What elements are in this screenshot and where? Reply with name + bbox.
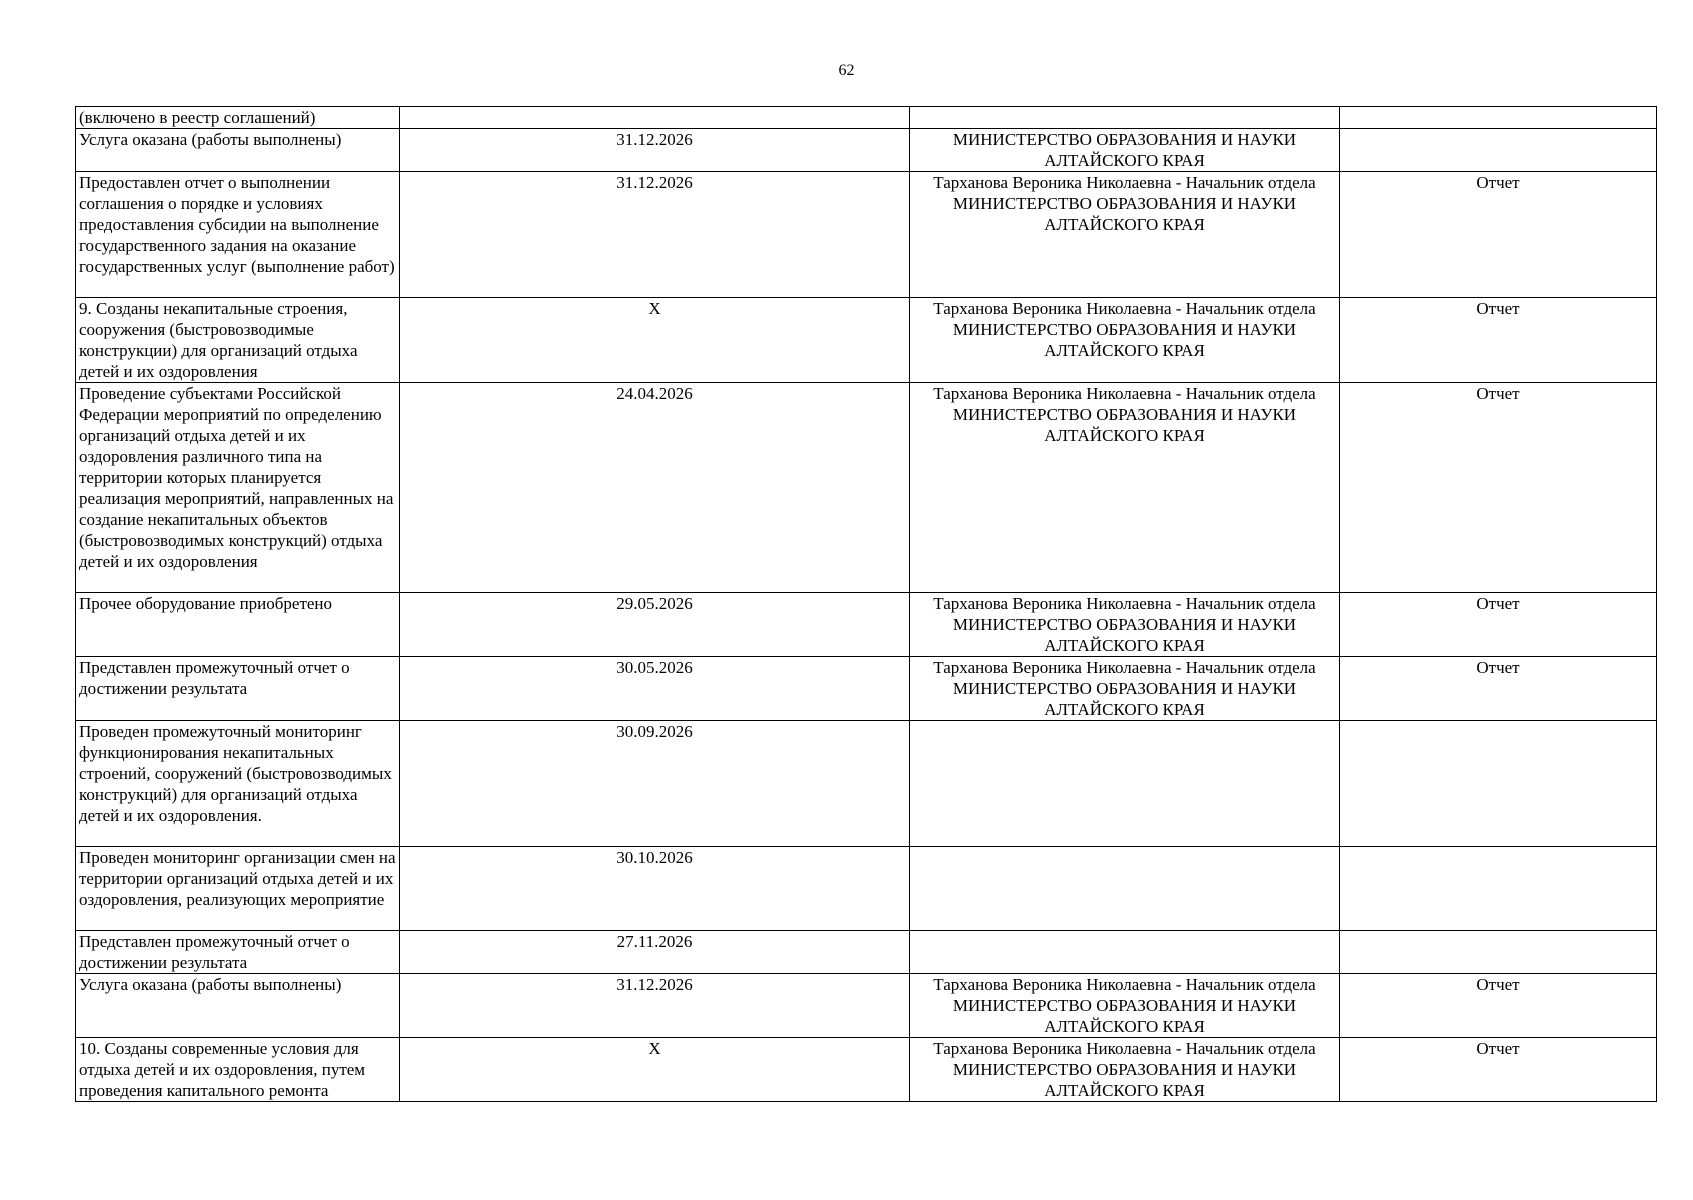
date-cell: 30.09.2026 [400, 721, 910, 847]
responsible-cell: Тарханова Вероника Николаевна - Начальник отдела МИНИСТЕРСТВО ОБРАЗОВАНИЯ И НАУКИ АЛТАЙСКОГО КРАЯ [910, 172, 1340, 298]
task-cell: Услуга оказана (работы выполнены) [76, 129, 400, 172]
document-cell: Отчет [1340, 657, 1657, 721]
document-cell: Отчет [1340, 298, 1657, 383]
control-points-table [75, 106, 1657, 1102]
task-cell: 10. Созданы современные условия для отдыха детей и их оздоровления, путем проведения капитального ремонта [76, 1038, 400, 1102]
table-row [76, 107, 1657, 129]
task-cell: (включено в реестр соглашений) [76, 107, 400, 129]
responsible-cell [910, 107, 1340, 129]
task-cell: Проведен мониторинг организации смен на территории организаций отдыха детей и их оздоровления, реализующих мероприятие [76, 847, 400, 931]
responsible-cell: Тарханова Вероника Николаевна - Начальник отдела МИНИСТЕРСТВО ОБРАЗОВАНИЯ И НАУКИ АЛТАЙСКОГО КРАЯ [910, 657, 1340, 721]
page-number: 62 [838, 62, 855, 79]
document-cell: Отчет [1340, 593, 1657, 657]
task-cell: Представлен промежуточный отчет о достижении результата [76, 931, 400, 974]
table-row [76, 593, 1657, 657]
document-cell [1340, 847, 1657, 931]
date-cell: 31.12.2026 [400, 974, 910, 1038]
task-cell: Предоставлен отчет о выполнении соглашения о порядке и условиях предоставления субсидии на выполнение государственного задания на оказание государственных услуг (выполнение работ) [76, 172, 400, 298]
responsible-cell: Тарханова Вероника Николаевна - Начальник отдела МИНИСТЕРСТВО ОБРАЗОВАНИЯ И НАУКИ АЛТАЙСКОГО КРАЯ [910, 593, 1340, 657]
task-cell: Услуга оказана (работы выполнены) [76, 974, 400, 1038]
responsible-cell: Тарханова Вероника Николаевна - Начальник отдела МИНИСТЕРСТВО ОБРАЗОВАНИЯ И НАУКИ АЛТАЙСКОГО КРАЯ [910, 298, 1340, 383]
date-cell [400, 107, 910, 129]
task-cell: Представлен промежуточный отчет о достижении результата [76, 657, 400, 721]
responsible-cell: МИНИСТЕРСТВО ОБРАЗОВАНИЯ И НАУКИ АЛТАЙСКОГО КРАЯ [910, 129, 1340, 172]
responsible-cell: Тарханова Вероника Николаевна - Начальник отдела МИНИСТЕРСТВО ОБРАЗОВАНИЯ И НАУКИ АЛТАЙСКОГО КРАЯ [910, 1038, 1340, 1102]
table-row [76, 172, 1657, 298]
document-cell [1340, 107, 1657, 129]
table-row [76, 931, 1657, 974]
table-row [76, 721, 1657, 847]
document-cell [1340, 129, 1657, 172]
date-cell: 24.04.2026 [400, 383, 910, 593]
table-row [76, 298, 1657, 383]
table-row [76, 847, 1657, 931]
date-cell: 30.05.2026 [400, 657, 910, 721]
task-cell: 9. Созданы некапитальные строения, сооружения (быстровозводимые конструкции) для организаций отдыха детей и их оздоровления [76, 298, 400, 383]
document-cell: Отчет [1340, 1038, 1657, 1102]
date-cell: 31.12.2026 [400, 129, 910, 172]
task-cell: Проведение субъектами Российской Федерации мероприятий по определению организаций отдыха детей и их оздоровления различного типа на территории которых планируется реализация мероприятий, направленных на создание некапитальных объектов (быстровозводимых конструкций) отдыха детей и их оздоровления [76, 383, 400, 593]
date-cell: X [400, 1038, 910, 1102]
date-cell: X [400, 298, 910, 383]
responsible-cell: Тарханова Вероника Николаевна - Начальник отдела МИНИСТЕРСТВО ОБРАЗОВАНИЯ И НАУКИ АЛТАЙСКОГО КРАЯ [910, 383, 1340, 593]
responsible-cell [910, 847, 1340, 931]
table-row [76, 657, 1657, 721]
table-row [76, 383, 1657, 593]
table-row [76, 974, 1657, 1038]
table-row [76, 1038, 1657, 1102]
document-cell [1340, 931, 1657, 974]
document-cell: Отчет [1340, 383, 1657, 593]
task-cell: Прочее оборудование приобретено [76, 593, 400, 657]
date-cell: 29.05.2026 [400, 593, 910, 657]
document-cell: Отчет [1340, 172, 1657, 298]
document-cell [1340, 721, 1657, 847]
responsible-cell: Тарханова Вероника Николаевна - Начальник отдела МИНИСТЕРСТВО ОБРАЗОВАНИЯ И НАУКИ АЛТАЙСКОГО КРАЯ [910, 974, 1340, 1038]
date-cell: 31.12.2026 [400, 172, 910, 298]
responsible-cell [910, 721, 1340, 847]
document-cell: Отчет [1340, 974, 1657, 1038]
responsible-cell [910, 931, 1340, 974]
task-cell: Проведен промежуточный мониторинг функционирования некапитальных строений, сооружений (быстровозводимых конструкций) для организаций отдыха детей и их оздоровления. [76, 721, 400, 847]
date-cell: 30.10.2026 [400, 847, 910, 931]
date-cell: 27.11.2026 [400, 931, 910, 974]
table-row [76, 129, 1657, 172]
